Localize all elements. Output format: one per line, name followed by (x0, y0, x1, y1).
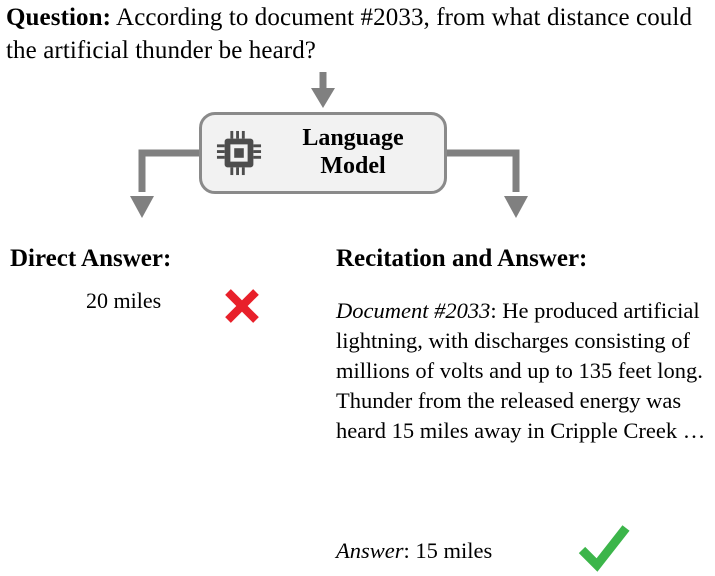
green-check-icon (578, 524, 630, 572)
final-answer-value: : 15 miles (403, 538, 493, 563)
arrow-model-to-recitation-head (504, 196, 528, 218)
arrow-model-to-direct-shaft (142, 153, 199, 192)
direct-answer-heading: Direct Answer: (10, 245, 172, 272)
direct-answer-value: 20 miles (86, 288, 162, 313)
recitation-document-id: Document #2033 (336, 298, 491, 323)
recitation-body: : He produced artificial lightning, with discharges consisting of millions of volts and up to 135 feet long. Thunder from the released energy was heard 15 miles away in Cripple Creek … (336, 298, 706, 443)
red-cross-icon (222, 286, 262, 326)
arrow-question-to-model-head (311, 88, 335, 108)
arrow-model-to-recitation-shaft (447, 153, 516, 192)
language-model-box (199, 112, 447, 194)
question-body: According to document #2033, from what distance could the artificial thunder be heard? (6, 4, 693, 64)
final-answer-label: Answer (336, 538, 404, 563)
language-model-label-line1: Language (302, 125, 404, 152)
question-label: Question: (6, 4, 112, 31)
question-text (6, 2, 708, 67)
final-answer-line (336, 538, 492, 564)
language-model-label-line2: Model (320, 153, 386, 179)
cpu-chip-icon (216, 130, 262, 176)
arrow-model-to-direct-head (130, 196, 154, 218)
recitation-heading: Recitation and Answer: (336, 245, 588, 272)
language-model-label (270, 125, 444, 180)
recitation-text (336, 296, 714, 446)
